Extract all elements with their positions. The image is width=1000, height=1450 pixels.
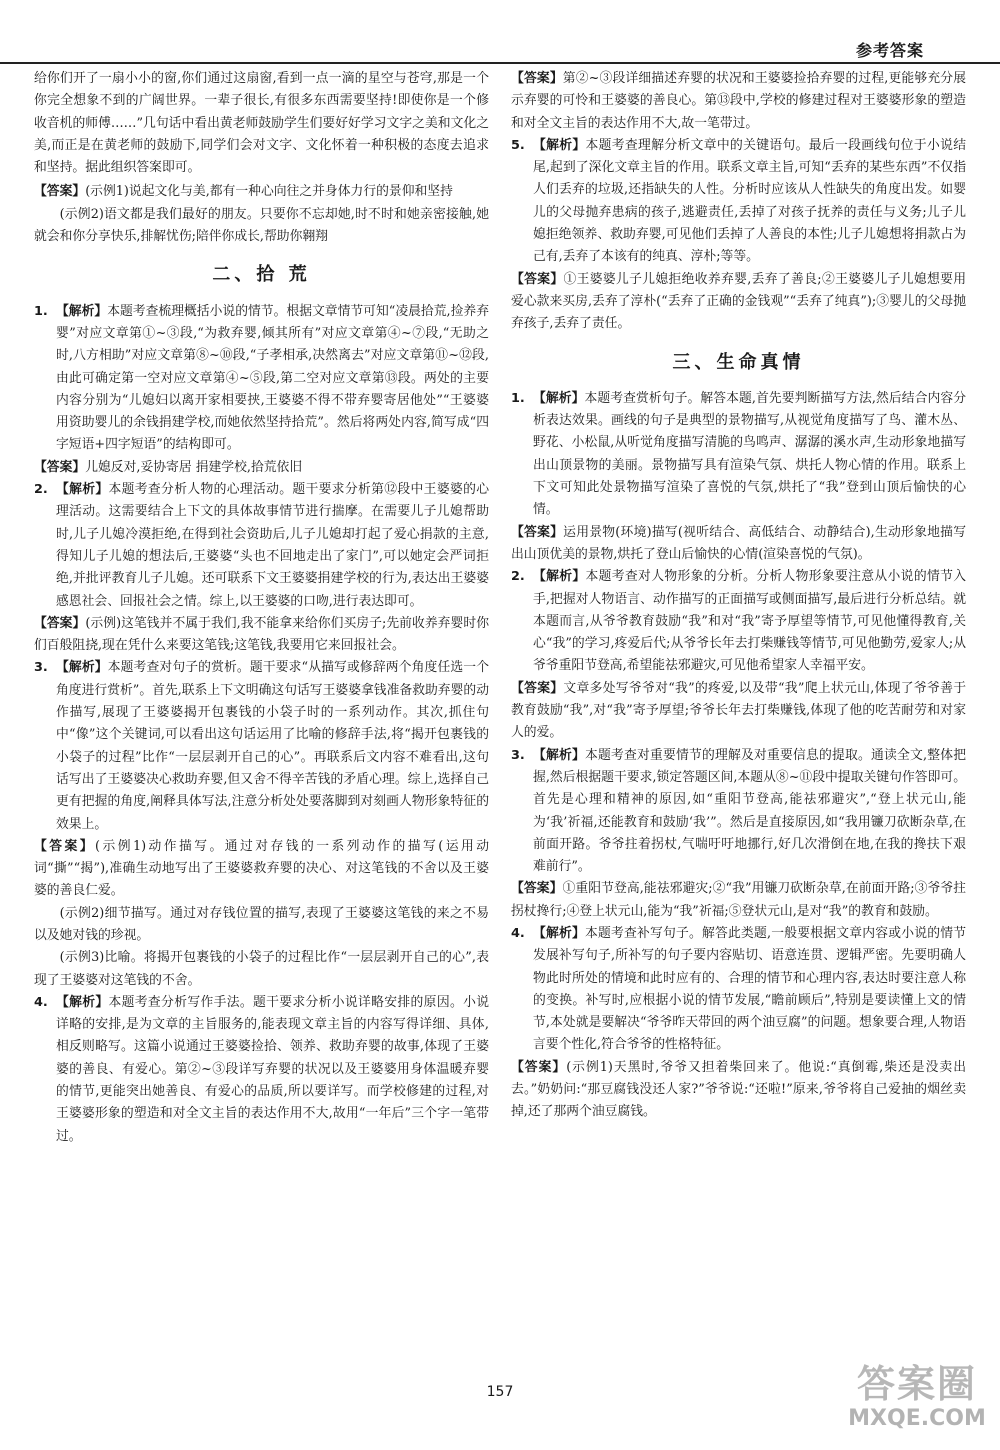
life-question-1	[511, 388, 966, 522]
analysis-tag: 【解析】	[533, 137, 586, 153]
analysis-text: 本题考查补写句子。解答此类题,一般要根据文章内容或小说的情节发展补写句子,所补写的句子要内容贴切、语意连贯、逻辑严密。先要明确人物此时所处的情境和此时应有的、合理的情节和心理内容,表达时要注意人称的变换。补写时,应根据小说的情节发展,“瞻前顾后”,特别是要读懂上文的情节,本处就是要解决“爷爷昨天带回的两个油豆腐”的问题。想象要合理,人物语言要个性化,符合爷爷的性格特征。	[533, 925, 966, 1053]
analysis-tag: 【解析】	[56, 303, 108, 319]
question-2	[34, 479, 489, 613]
answer-text: 文章多处写爷爷对“我”的疼爱,以及带“我”爬上状元山,体现了爷爷善于教育鼓励“我”,对“我”寄予厚望;爷爷长年去打柴赚钱,体现了他的吃苦耐劳和对家人的爱。	[511, 680, 966, 741]
page-body	[34, 68, 966, 1398]
question-number: 4.	[511, 925, 525, 941]
question-3	[34, 657, 489, 835]
analysis-tag: 【解析】	[56, 994, 109, 1010]
analysis-tag: 【解析】	[533, 925, 585, 941]
answer-tag: 【答案】	[511, 680, 564, 696]
answer-tag: 【答案】	[34, 838, 95, 854]
analysis-text: 本题考查对人物形象的分析。分析人物形象要注意从小说的情节入手,把握对人物语言、动作描写的正面描写或侧面描写,最后进行分析总结。就本题而言,从爷爷教育鼓励“我”和对“我”寄予厚望等情节,可见他懂得教育,关心“我”的学习,疼爱后代;从爷爷长年去打柴赚钱等情节,可见他勤劳,爱家人;从爷爷重阳节登高,希望能祛邪避灾,可见他希望家人幸福平安。	[533, 569, 966, 674]
question-number: 4.	[34, 994, 48, 1010]
answer-3-example-2: (示例2)细节描写。通过对存钱位置的描写,表现了王婆婆这笔钱的来之不易以及她对钱的珍视。	[34, 905, 489, 943]
answer-4	[511, 68, 966, 135]
life-question-4	[511, 923, 966, 1057]
analysis-text: 本题考查赏析句子。解答本题,首先要判断描写方法,然后结合内容分析表达效果。画线的句子是典型的景物描写,从视觉角度描写了鸟、灌木丛、野花、小松鼠,从听觉角度描写清脆的鸟鸣声、潺潺的溪水声,生动形象地描写出山顶景物的美丽。景物描写具有渲染气氛、烘托人物心情的作用。联系上下文可知此处景物描写渲染了喜悦的气氛,烘托了“我”登到山顶后愉快的心情。	[533, 390, 966, 518]
analysis-text: 本题考查对重要情节的理解及对重要信息的提取。通读全文,整体把握,然后根据题干要求,锁定答题区间,本题从⑧~⑪段中提取关键句作答即可。首先是心理和精神的原因,如“重阳节登高,能祛邪避灾”,“登上状元山,能为‘我’祈福,还能教育和鼓励‘我’”。然后是直接原因,如“我用镰刀砍断杂草,在前面开路。爷爷拄着拐杖,气喘吁吁地挪行,好几次滑倒在地,在我的搀扶下艰难前行”。	[533, 747, 966, 875]
analysis-tag: 【解析】	[56, 482, 109, 498]
analysis-text: 本题考查分析写作手法。题干要求分析小说详略安排的原因。小说详略的安排,是为文章的主旨服务的,能表现文章主旨的内容写得详细、具体,相反则略写。这篇小说通过王婆婆捡拾、领养、救助弃婴的故事,体现了王婆婆的善良、有爱心。第②~③段详写弃婴的状况以及王婆婆用身体温暖弃婴的情节,更能突出她善良、有爱心的品质,所以要详写。而学校修建的过程,对王婆婆形象的塑造和对全文主旨的表达作用不大,故用“一年后”三个字一笔带过。	[56, 994, 489, 1144]
answer-text: 儿媳反对,妥协寄居 捐建学校,拾荒依旧	[85, 459, 303, 475]
question-1	[34, 301, 489, 457]
answer-3	[34, 836, 489, 903]
question-number: 3.	[511, 747, 525, 763]
answer-text: ①重阳节登高,能祛邪避灾;②“我”用镰刀砍断杂草,在前面开路;③爷爷拄拐杖搀行;④登上状元山,能为“我”祈福;⑤登状元山,是对“我”的教育和鼓励。	[511, 881, 966, 919]
question-number: 1.	[34, 303, 48, 319]
header-title: 参考答案	[855, 41, 924, 60]
answer-2	[34, 613, 489, 658]
answer-tag: 【答案】	[34, 615, 86, 631]
life-question-2	[511, 566, 966, 677]
answer-tag: 【答案】	[34, 184, 86, 200]
analysis-tag: 【解析】	[56, 660, 108, 676]
life-question-3	[511, 745, 966, 879]
answer-tag: 【答案】	[34, 459, 86, 475]
analysis-text: 本题考查对句子的赏析。题干要求“从描写或修辞两个角度任选一个角度进行赏析”。首先,联系上下文明确这句话写王婆婆拿钱准备救助弃婴的动作描写,展现了王婆婆揭开包裹钱的小袋子时的一系列动作。其次,抓住句中“像”这个关键词,可以看出这句话运用了比喻的修辞手法,将“揭开包裹钱的小袋子的过程”比作“一层层剥开自己的心”。再联系后文内容不难看出,这句话写出了王婆婆决心救助弃婴,但又舍不得辛苦钱的矛盾心理。综上,选择自己更有把握的角度,阐释具体写法,注意分析处处要落脚到对刻画人物形象特征的效果上。	[56, 660, 489, 832]
answer-text: 运用景物(环境)描写(视听结合、高低结合、动静结合),生动形象地描写出山顶优美的景物,烘托了登山后愉快的心情(渲染喜悦的气氛)。	[511, 524, 966, 562]
answer-tag: 【答案】	[511, 71, 563, 86]
life-answer-4	[511, 1057, 966, 1124]
question-number: 2.	[511, 569, 525, 585]
answer-1	[34, 457, 489, 479]
answer-tag: 【答案】	[511, 1059, 567, 1075]
question-number: 3.	[34, 660, 48, 676]
answer-text: (示例1)动作描写。通过对存钱的一系列动作的描写(运用动词“撕”“揭”),准确生动地写出了王婆婆救弃婴的决心、对这笔钱的不舍以及王婆婆的善良仁爱。	[34, 838, 489, 899]
left-column	[34, 68, 489, 1398]
right-column	[511, 68, 966, 1398]
life-answer-2	[511, 678, 966, 745]
intro-paragraph: 给你们开了一扇小小的窗,你们通过这扇窗,看到一点一滴的星空与苍穹,那是一个你完全想象不到的广阔世界。一辈子很长,有很多东西需要坚持!即使你是一个修收音机的师傅……”几句话中看出黄老师鼓励学生们要好好学习文字之美和文化之美,而正是在黄老师的鼓励下,同学们会对文字、文化怀着一种积极的态度去追求和坚持。据此组织答案即可。	[34, 71, 489, 176]
watermark-logo-text: 答案圈	[856, 1362, 977, 1406]
analysis-text: 本题考查理解分析文章中的关键语句。最后一段画线句位于小说结尾,起到了深化文章主旨的作用。联系文章主旨,可知“丢弃的某些东西”不仅指人们丢弃的垃圾,还指缺失的人性。分析时应该从人性缺失的角度出发。如婴儿的父母抛弃患病的孩子,逃避责任,丢掉了对孩子抚养的责任与义务;儿子儿媳拒绝领养、救助弃婴,可见他们丢掉了人善良的本性;儿子儿媳想将捐款占为己有,丢弃了本该有的纯真、淳朴;等等。	[533, 137, 966, 265]
section-title-2: 二、拾 荒	[212, 264, 311, 286]
question-number: 2.	[34, 482, 48, 498]
site-watermark	[842, 1362, 992, 1444]
answer-tag: 【答案】	[511, 524, 564, 540]
answer-tag: 【答案】	[511, 271, 564, 287]
life-answer-1	[511, 522, 966, 567]
page-header	[0, 0, 1000, 64]
analysis-tag: 【解析】	[533, 390, 585, 406]
answer-text: (示例)这笔钱并不属于我们,我不能拿来给你们买房子;先前收养弃婴时你们百般阻挠,现在凭什么来要这笔钱;这笔钱,我要用它来回报社会。	[34, 615, 489, 654]
answer-5	[511, 269, 966, 336]
analysis-tag: 【解析】	[533, 747, 585, 763]
question-number: 5.	[511, 137, 525, 153]
page-number: 157	[486, 1384, 514, 1400]
answer-text: 第②~③段详细描述弃婴的状况和王婆婆捡拾弃婴的过程,更能够充分展示弃婴的可怜和王婆婆的善良心。第⑬段中,学校的修建过程对王婆婆形象的塑造和对全文主旨的表达作用不大,故一笔带过。	[511, 71, 966, 131]
answer-tag: 【答案】	[511, 881, 563, 897]
watermark-domain: MXQE.COM	[848, 1406, 986, 1431]
intro-answer-2: (示例2)语文都是我们最好的朋友。只要你不忘却她,时不时和她亲密接触,她就会和你分享快乐,排解忧伤;陪伴你成长,帮助你翱翔	[34, 206, 489, 245]
analysis-text: 本题考查分析人物的心理活动。题干要求分析第⑫段中王婆婆的心理活动。这需要结合上下文的具体故事情节进行揣摩。在需要儿子儿媳帮助时,儿子儿媳冷漠拒绝,在得到社会资助后,儿子儿媳却打起了爱心捐款的主意,得知儿子儿媳的想法后,王婆婆“头也不回地走出了家门”,可以她定会严词拒绝,并批评教育儿子儿媳。还可联系下文王婆婆捐建学校的行为,表达出王婆婆感恩社会、回报社会之情。综上,以王婆婆的口吻,进行表达即可。	[56, 482, 489, 609]
section-title-3: 三、生命真情	[672, 351, 805, 373]
analysis-text: 本题考查梳理概括小说的情节。根据文章情节可知“凌晨拾荒,捡养弃婴”对应文章第①~③段,“为救弃婴,倾其所有”对应文章第④~⑦段,“无助之时,八方相助”对应文章第⑧~⑩段,“子孝相承,决然离去”对应文章第⑪~⑫段,由此可确定第一空对应文章第④~⑤段,第二空对应文章第⑬段。两处的主要内容分别为“儿媳妇以离开家相要挟,王婆婆不得不带弃婴寄居他处”“王婆婆用资助婴儿的余钱捐建学校,而她依然坚持拾荒”。然后将两处内容,简写成“四字短语+四字短语”的结构即可。	[56, 303, 489, 453]
question-4	[34, 992, 489, 1148]
answer-text: ①王婆婆儿子儿媳拒绝收养弃婴,丢弃了善良;②王婆婆儿子儿媳想要用爱心款来买房,丢弃了淳朴(“丢弃了正确的金钱观”“丢弃了纯真”);③婴儿的父母抛弃孩子,丢弃了责任。	[511, 271, 966, 332]
intro-answer	[34, 181, 489, 203]
answer-3-example-3: (示例3)比喻。将揭开包裹钱的小袋子的过程比作“一层层剥开自己的心”,表现了王婆婆对这笔钱的不舍。	[34, 950, 489, 988]
answer-text: (示例1)天黑时,爷爷又担着柴回来了。他说:“真倒霉,柴还是没卖出去。”奶奶问:“那豆腐钱没还人家?”爷爷说:“还啦!”原来,爷爷将自己爱抽的烟丝卖掉,还了那两个油豆腐钱。	[511, 1059, 966, 1120]
intro-answer-text: (示例1)说起文化与美,都有一种心向往之并身体力行的景仰和坚持	[85, 184, 453, 200]
question-5	[511, 135, 966, 269]
life-answer-3	[511, 878, 966, 923]
analysis-tag: 【解析】	[533, 569, 586, 585]
question-number: 1.	[511, 390, 525, 406]
